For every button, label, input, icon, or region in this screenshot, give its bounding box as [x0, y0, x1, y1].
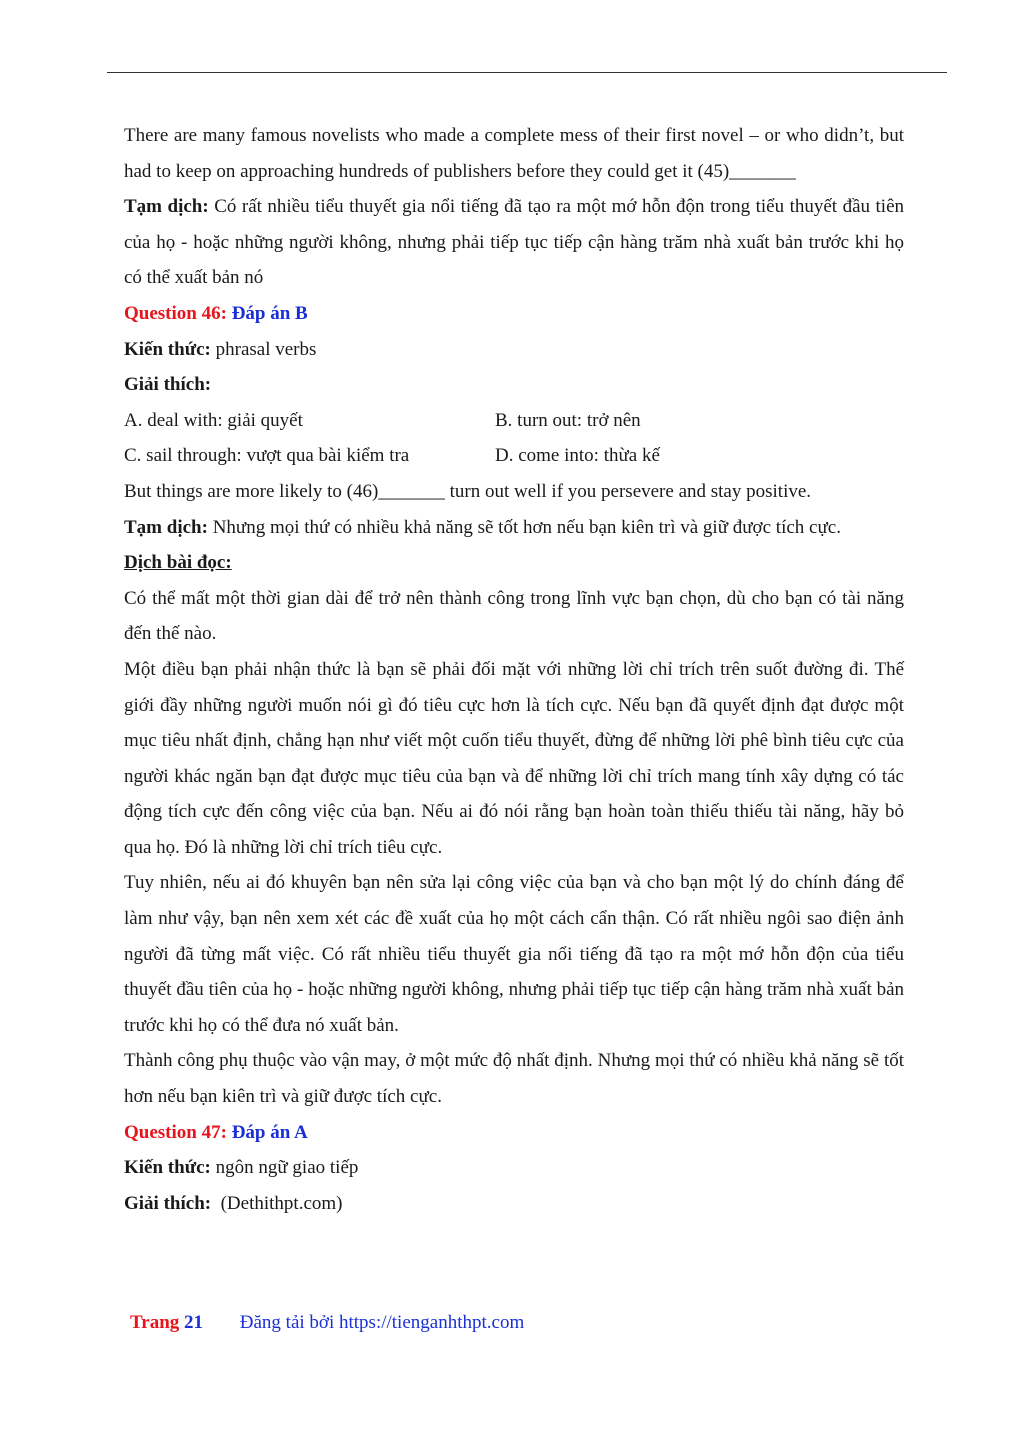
- knowledge-label: Kiến thức:: [124, 1157, 211, 1179]
- option-c: C. sail through: vượt qua bài kiểm tra: [124, 445, 410, 467]
- reading-paragraph: Một điều bạn phải nhận thức là bạn sẽ phải đối mặt với những lời chỉ trích trên suốt đường đi. Thế giới đầy những người muốn nói gì đó tiêu cực hơn là tích cực. Nếu bạn đã quyết định đạt được một mục tiêu nhất định, chẳng hạn như viết một cuốn tiểu thuyết, đừng để những lời phê bình tiêu cực của người khác ngăn bạn đạt được mục tiêu của bạn và để những lời chỉ trích mang tính xây dựng có tác động tích cực đến công việc của bạn. Nếu ai đó nói rằng bạn hoàn toàn thiếu thiếu tài năng, hãy bỏ qua họ. Đó là những lời chỉ trích tiêu cực.: [124, 658, 904, 858]
- question-label: Question 47:: [124, 1121, 227, 1143]
- q46-options-row-2: [124, 438, 904, 474]
- translation-label: Tạm dịch:: [124, 516, 208, 538]
- translation-label: Tạm dịch:: [124, 196, 209, 218]
- knowledge-label: Kiến thức:: [124, 338, 211, 360]
- passage-excerpt-q45: There are many famous novelists who made a complete mess of their first novel – or who didn’t, but had to keep on approaching hundreds of publishers before they could get it (45)_______: [124, 125, 904, 182]
- q46-options-row-1: [124, 403, 904, 439]
- q47-explain: [124, 1186, 904, 1222]
- reading-paragraph: Có thể mất một thời gian dài để trở nên thành công trong lĩnh vực bạn chọn, dù cho bạn có tài năng đến thế nào.: [124, 587, 904, 645]
- q46-knowledge: [124, 332, 904, 368]
- reading-translation-heading: Dịch bài đọc:: [124, 552, 232, 574]
- answer-label: Đáp án A: [231, 1121, 308, 1143]
- question-47-heading: [124, 1115, 904, 1151]
- question-label: Question 46:: [124, 302, 227, 324]
- q46-sentence: But things are more likely to (46)_______ turn out well if you persevere and stay positive.: [124, 480, 812, 502]
- page-label: Trang: [130, 1312, 180, 1333]
- option-a: A. deal with: giải quyết: [124, 409, 303, 431]
- q47-knowledge: [124, 1150, 904, 1186]
- reading-paragraph: Tuy nhiên, nếu ai đó khuyên bạn nên sửa lại công việc của bạn và cho bạn một lý do chính đáng để làm như vậy, bạn nên xem xét các đề xuất của họ một cách cẩn thận. Có rất nhiều ngôi sao điện ảnh người đã từng mất việc. Có rất nhiều tiểu thuyết gia nổi tiếng đã tạo ra một mớ hỗn độn của tiểu thuyết đầu tiên của họ - hoặc những người không, nhưng phải tiếp tục tiếp cận hàng trăm nhà xuất bản trước khi họ có thể đưa nó xuất bản.: [124, 872, 904, 1036]
- reading-paragraph: Thành công phụ thuộc vào vận may, ở một mức độ nhất định. Nhưng mọi thứ có nhiều khả năng sẽ tốt hơn nếu bạn kiên trì và giữ được tích cực.: [124, 1050, 904, 1108]
- translation-q45: [124, 189, 904, 296]
- header-rule: [107, 72, 947, 73]
- knowledge-text: ngôn ngữ giao tiếp: [215, 1157, 359, 1179]
- explain-label: Giải thích:: [124, 1192, 212, 1214]
- option-b: B. turn out: trở nên: [495, 409, 641, 431]
- option-d: D. come into: thừa kế: [495, 445, 660, 467]
- explain-text: (Dethithpt.com): [220, 1192, 343, 1214]
- translation-text: Nhưng mọi thứ có nhiều khả năng sẽ tốt hơn nếu bạn kiên trì và giữ được tích cực.: [212, 516, 841, 538]
- page-number: 21: [184, 1312, 204, 1333]
- question-46-heading: [124, 296, 904, 332]
- translation-text: Có rất nhiều tiểu thuyết gia nổi tiếng đã tạo ra một mớ hỗn độn trong tiểu thuyết đầu tiên của họ - hoặc những người không, nhưng phải tiếp tục tiếp cận hàng trăm nhà xuất bản trước khi họ có thể xuất bản nó: [124, 196, 905, 289]
- answer-label: Đáp án B: [231, 302, 308, 324]
- q46-explain-label: Giải thích:: [124, 374, 212, 396]
- page-footer: [130, 1312, 524, 1334]
- knowledge-text: phrasal verbs: [215, 338, 317, 360]
- q46-translation: [124, 510, 904, 546]
- document-body: [124, 118, 904, 1221]
- upload-credit-link[interactable]: Đăng tải bởi https://tienganhthpt.com: [239, 1312, 525, 1333]
